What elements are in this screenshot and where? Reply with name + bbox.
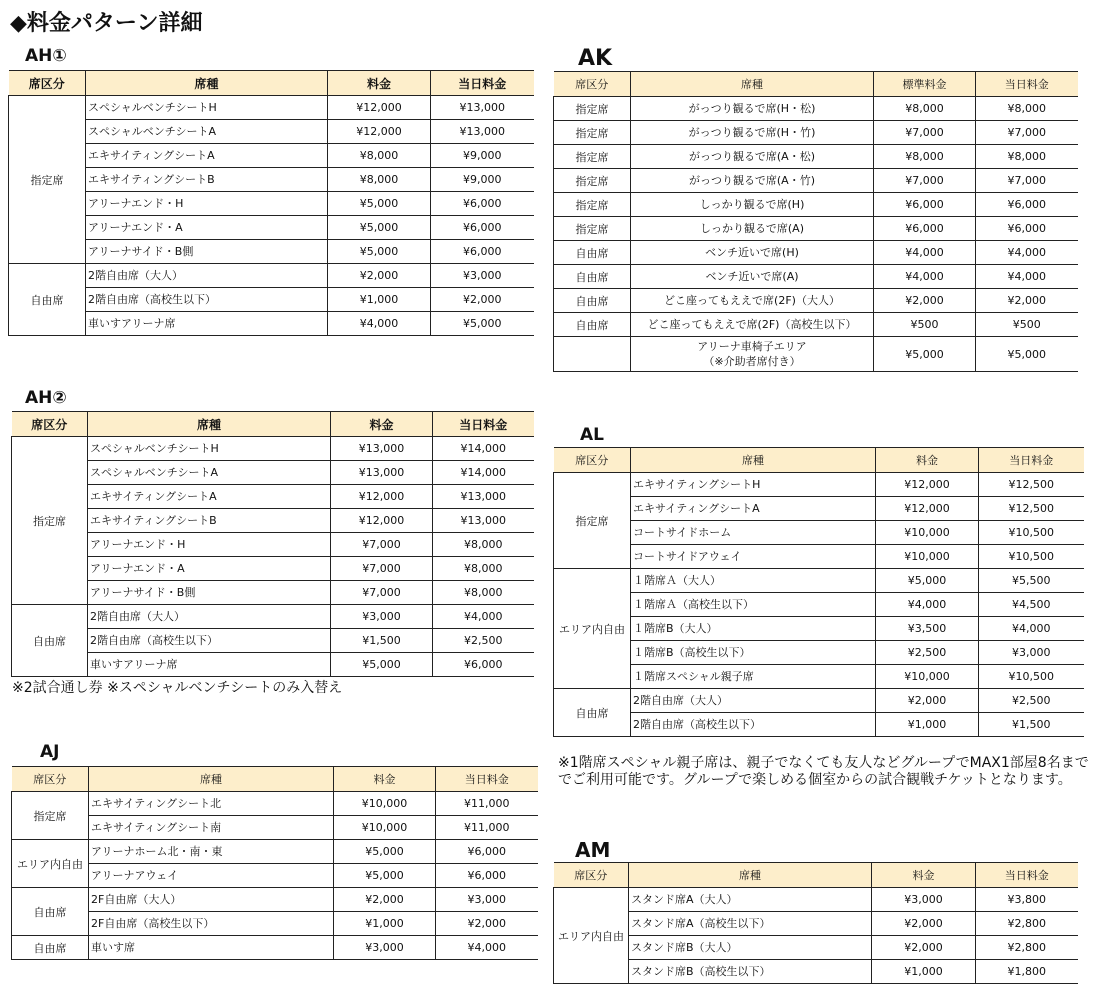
column-header: 当日料金 bbox=[436, 767, 538, 792]
table-row bbox=[9, 168, 534, 192]
seat-type: 2階自由席（大人） bbox=[86, 264, 328, 288]
column-header: 料金 bbox=[331, 412, 433, 437]
same-day-price: ¥1,500 bbox=[979, 713, 1084, 737]
same-day-price: ¥8,000 bbox=[976, 145, 1078, 169]
table-row bbox=[9, 216, 534, 240]
seat-type: 2F自由席（高校生以下） bbox=[89, 912, 334, 936]
same-day-price: ¥4,000 bbox=[436, 936, 538, 960]
seat-category: 指定席 bbox=[554, 121, 631, 145]
seat-type: アリーナサイド・B側 bbox=[88, 581, 331, 605]
seat-type: がっつり観るで席(H・松) bbox=[631, 97, 874, 121]
table-row bbox=[554, 97, 1078, 121]
same-day-price: ¥6,000 bbox=[431, 192, 534, 216]
seat-type: しっかり観るで席(H) bbox=[631, 193, 874, 217]
seat-type: エキサイティングシートB bbox=[88, 509, 331, 533]
page-title: ◆料金パターン詳細 bbox=[10, 11, 203, 36]
price: ¥6,000 bbox=[874, 217, 976, 241]
table bbox=[553, 447, 1084, 737]
seat-type: １階席Ａ（大人） bbox=[631, 569, 876, 593]
seat-category: 自由席 bbox=[554, 289, 631, 313]
table-row bbox=[554, 121, 1078, 145]
seat-type: スタンド席A（高校生以下） bbox=[629, 912, 872, 936]
header-row bbox=[554, 448, 1084, 473]
seat-type: １階席B（高校生以下） bbox=[631, 641, 876, 665]
seat-type: アリーナホーム北・南・東 bbox=[89, 840, 334, 864]
table-row bbox=[9, 264, 534, 288]
same-day-price: ¥13,000 bbox=[431, 96, 534, 120]
seat-type: スペシャルベンチシートA bbox=[86, 120, 328, 144]
same-day-price: ¥8,000 bbox=[976, 97, 1078, 121]
table-row bbox=[554, 217, 1078, 241]
same-day-price: ¥6,000 bbox=[431, 240, 534, 264]
table-row bbox=[12, 653, 534, 677]
price: ¥1,500 bbox=[331, 629, 433, 653]
seat-type: 2F自由席（大人） bbox=[89, 888, 334, 912]
table-row bbox=[9, 192, 534, 216]
seat-category: 指定席 bbox=[554, 193, 631, 217]
same-day-price: ¥13,000 bbox=[431, 120, 534, 144]
seat-type: ベンチ近いで席(A) bbox=[631, 265, 874, 289]
same-day-price: ¥4,500 bbox=[979, 593, 1084, 617]
price: ¥500 bbox=[874, 313, 976, 337]
column-header: 席種 bbox=[89, 767, 334, 792]
pricing-table-aj bbox=[11, 766, 538, 960]
seat-type: 2階自由席（大人） bbox=[631, 689, 876, 713]
price: ¥1,000 bbox=[334, 912, 436, 936]
same-day-price: ¥7,000 bbox=[976, 169, 1078, 193]
table-row bbox=[554, 569, 1084, 593]
same-day-price: ¥13,000 bbox=[433, 509, 534, 533]
seat-category: 指定席 bbox=[12, 792, 89, 840]
seat-type: アリーナ車椅子エリア （※介助者席付き） bbox=[631, 337, 874, 372]
table-row bbox=[12, 629, 534, 653]
table-row bbox=[9, 120, 534, 144]
table-row bbox=[12, 509, 534, 533]
same-day-price: ¥4,000 bbox=[976, 241, 1078, 265]
price: ¥4,000 bbox=[876, 593, 979, 617]
table-row bbox=[554, 521, 1084, 545]
same-day-price: ¥8,000 bbox=[433, 557, 534, 581]
same-day-price: ¥2,500 bbox=[979, 689, 1084, 713]
table-row bbox=[12, 533, 534, 557]
same-day-price: ¥10,500 bbox=[979, 521, 1084, 545]
table-title-al: AL bbox=[580, 425, 604, 445]
same-day-price: ¥10,500 bbox=[979, 665, 1084, 689]
column-header: 席種 bbox=[86, 71, 328, 96]
seat-category: 指定席 bbox=[554, 169, 631, 193]
price: ¥1,000 bbox=[876, 713, 979, 737]
seat-type: エキサイティングシートA bbox=[88, 485, 331, 509]
table-row bbox=[554, 641, 1084, 665]
pricing-table-am bbox=[553, 862, 1078, 984]
column-header: 当日料金 bbox=[976, 863, 1078, 888]
table-row bbox=[554, 241, 1078, 265]
column-header: 当日料金 bbox=[979, 448, 1084, 473]
table bbox=[11, 766, 538, 960]
column-header: 席区分 bbox=[554, 72, 631, 97]
same-day-price: ¥6,000 bbox=[976, 217, 1078, 241]
seat-category: 自由席 bbox=[9, 264, 86, 336]
same-day-price: ¥7,000 bbox=[976, 121, 1078, 145]
same-day-price: ¥3,000 bbox=[979, 641, 1084, 665]
price: ¥5,000 bbox=[874, 337, 976, 372]
price: ¥2,000 bbox=[876, 689, 979, 713]
table-row bbox=[554, 912, 1078, 936]
seat-type: 2階自由席（高校生以下） bbox=[631, 713, 876, 737]
price: ¥7,000 bbox=[874, 121, 976, 145]
price: ¥12,000 bbox=[328, 96, 431, 120]
seat-category: 自由席 bbox=[12, 888, 89, 936]
seat-category: 自由席 bbox=[12, 936, 89, 960]
table bbox=[8, 70, 534, 336]
price: ¥12,000 bbox=[331, 509, 433, 533]
seat-category: 指定席 bbox=[554, 145, 631, 169]
header-row bbox=[12, 767, 538, 792]
table bbox=[11, 411, 534, 677]
same-day-price: ¥5,000 bbox=[976, 337, 1078, 372]
same-day-price: ¥4,000 bbox=[433, 605, 534, 629]
seat-type: エキサイティングシート南 bbox=[89, 816, 334, 840]
table-title-am: AM bbox=[575, 838, 611, 862]
price: ¥12,000 bbox=[876, 473, 979, 497]
table-title-ah1: AH① bbox=[25, 46, 67, 66]
same-day-price: ¥2,000 bbox=[431, 288, 534, 312]
column-header: 当日料金 bbox=[431, 71, 534, 96]
price: ¥2,000 bbox=[328, 264, 431, 288]
column-header: 料金 bbox=[876, 448, 979, 473]
price: ¥7,000 bbox=[874, 169, 976, 193]
table-row bbox=[554, 265, 1078, 289]
price: ¥10,000 bbox=[876, 665, 979, 689]
price: ¥1,000 bbox=[872, 960, 976, 984]
seat-category: 指定席 bbox=[554, 473, 631, 569]
same-day-price: ¥11,000 bbox=[436, 816, 538, 840]
same-day-price: ¥12,500 bbox=[979, 473, 1084, 497]
price: ¥8,000 bbox=[328, 168, 431, 192]
seat-type: アリーナアウェイ bbox=[89, 864, 334, 888]
price: ¥13,000 bbox=[331, 461, 433, 485]
table-title-ak: AK bbox=[578, 46, 613, 71]
same-day-price: ¥3,000 bbox=[431, 264, 534, 288]
table-row bbox=[554, 313, 1078, 337]
same-day-price: ¥3,000 bbox=[436, 888, 538, 912]
seat-type: アリーナサイド・B側 bbox=[86, 240, 328, 264]
price: ¥12,000 bbox=[331, 485, 433, 509]
price: ¥10,000 bbox=[334, 816, 436, 840]
table-row bbox=[554, 193, 1078, 217]
column-header: 席区分 bbox=[12, 767, 89, 792]
column-header: 料金 bbox=[328, 71, 431, 96]
seat-category: エリア内自由 bbox=[554, 569, 631, 689]
table-row bbox=[9, 144, 534, 168]
seat-category: 自由席 bbox=[554, 265, 631, 289]
price: ¥10,000 bbox=[876, 545, 979, 569]
price: ¥5,000 bbox=[328, 240, 431, 264]
header-row bbox=[554, 72, 1078, 97]
column-header: 標準料金 bbox=[874, 72, 976, 97]
seat-category bbox=[554, 337, 631, 372]
seat-type: ベンチ近いで席(H) bbox=[631, 241, 874, 265]
table-row bbox=[554, 497, 1084, 521]
seat-type: 2階自由席（高校生以下） bbox=[88, 629, 331, 653]
price: ¥5,000 bbox=[328, 216, 431, 240]
seat-category: 指定席 bbox=[12, 437, 88, 605]
price: ¥3,000 bbox=[334, 936, 436, 960]
price: ¥8,000 bbox=[874, 145, 976, 169]
price: ¥13,000 bbox=[331, 437, 433, 461]
same-day-price: ¥1,800 bbox=[976, 960, 1078, 984]
price: ¥2,000 bbox=[872, 936, 976, 960]
table-row bbox=[554, 169, 1078, 193]
same-day-price: ¥6,000 bbox=[976, 193, 1078, 217]
same-day-price: ¥5,000 bbox=[431, 312, 534, 336]
column-header: 席区分 bbox=[9, 71, 86, 96]
price: ¥12,000 bbox=[328, 120, 431, 144]
same-day-price: ¥4,000 bbox=[976, 265, 1078, 289]
seat-type: がっつり観るで席(H・竹) bbox=[631, 121, 874, 145]
table-row bbox=[554, 145, 1078, 169]
price: ¥2,500 bbox=[876, 641, 979, 665]
same-day-price: ¥2,800 bbox=[976, 936, 1078, 960]
table-row bbox=[12, 888, 538, 912]
price: ¥5,000 bbox=[334, 864, 436, 888]
same-day-price: ¥6,000 bbox=[431, 216, 534, 240]
seat-category: 自由席 bbox=[12, 605, 88, 677]
price: ¥8,000 bbox=[328, 144, 431, 168]
seat-category: 自由席 bbox=[554, 241, 631, 265]
price: ¥4,000 bbox=[874, 241, 976, 265]
table-row bbox=[12, 485, 534, 509]
seat-type: エキサイティングシートB bbox=[86, 168, 328, 192]
column-header: 席種 bbox=[631, 448, 876, 473]
seat-category: 指定席 bbox=[554, 217, 631, 241]
seat-type: アリーナエンド・A bbox=[88, 557, 331, 581]
price: ¥3,000 bbox=[872, 888, 976, 912]
same-day-price: ¥3,800 bbox=[976, 888, 1078, 912]
same-day-price: ¥12,500 bbox=[979, 497, 1084, 521]
seat-type: コートサイドホーム bbox=[631, 521, 876, 545]
ah2-note: ※2試合通し券 ※スペシャルベンチシートのみ入替え bbox=[12, 680, 343, 696]
same-day-price: ¥14,000 bbox=[433, 437, 534, 461]
price: ¥5,000 bbox=[334, 840, 436, 864]
same-day-price: ¥2,000 bbox=[436, 912, 538, 936]
header-row bbox=[12, 412, 534, 437]
price: ¥12,000 bbox=[876, 497, 979, 521]
table-row bbox=[12, 605, 534, 629]
price: ¥8,000 bbox=[874, 97, 976, 121]
seat-type: コートサイドアウェイ bbox=[631, 545, 876, 569]
price: ¥5,000 bbox=[328, 192, 431, 216]
seat-type: アリーナエンド・H bbox=[86, 192, 328, 216]
price: ¥1,000 bbox=[328, 288, 431, 312]
pricing-table-ah2 bbox=[11, 411, 534, 677]
seat-type: １階席Ａ（高校生以下） bbox=[631, 593, 876, 617]
table-row bbox=[9, 96, 534, 120]
same-day-price: ¥4,000 bbox=[979, 617, 1084, 641]
table-row bbox=[12, 581, 534, 605]
table-row bbox=[554, 593, 1084, 617]
table bbox=[553, 862, 1078, 984]
column-header: 席種 bbox=[88, 412, 331, 437]
same-day-price: ¥14,000 bbox=[433, 461, 534, 485]
price: ¥7,000 bbox=[331, 557, 433, 581]
seat-type: どこ座ってもええで席(2F)（大人） bbox=[631, 289, 874, 313]
seat-type: １階席スペシャル親子席 bbox=[631, 665, 876, 689]
same-day-price: ¥5,500 bbox=[979, 569, 1084, 593]
seat-type: 2階自由席（高校生以下） bbox=[86, 288, 328, 312]
al-note: ※1階席スペシャル親子席は、親子でなくても友人などグループでMAX1部屋8名まででご利用可能です。グループで楽しめる個室からの試合観戦チケットとなります。 bbox=[558, 755, 1089, 788]
price: ¥7,000 bbox=[331, 533, 433, 557]
price: ¥2,000 bbox=[874, 289, 976, 313]
seat-category: 自由席 bbox=[554, 313, 631, 337]
table-row bbox=[554, 665, 1084, 689]
column-header: 当日料金 bbox=[433, 412, 534, 437]
seat-type: 車いすアリーナ席 bbox=[88, 653, 331, 677]
same-day-price: ¥13,000 bbox=[433, 485, 534, 509]
seat-type: スタンド席B（高校生以下） bbox=[629, 960, 872, 984]
price: ¥6,000 bbox=[874, 193, 976, 217]
table-title-aj: AJ bbox=[40, 742, 60, 762]
price: ¥3,500 bbox=[876, 617, 979, 641]
seat-category: 指定席 bbox=[554, 97, 631, 121]
table-row bbox=[12, 912, 538, 936]
table-row bbox=[554, 337, 1078, 372]
price: ¥2,000 bbox=[334, 888, 436, 912]
table bbox=[553, 71, 1078, 372]
same-day-price: ¥500 bbox=[976, 313, 1078, 337]
price: ¥10,000 bbox=[334, 792, 436, 816]
same-day-price: ¥6,000 bbox=[436, 864, 538, 888]
seat-type: 車いすアリーナ席 bbox=[86, 312, 328, 336]
seat-type: スタンド席A（大人） bbox=[629, 888, 872, 912]
seat-type: スペシャルベンチシートH bbox=[86, 96, 328, 120]
price: ¥10,000 bbox=[876, 521, 979, 545]
table-title-ah2: AH② bbox=[25, 388, 67, 408]
price: ¥5,000 bbox=[876, 569, 979, 593]
column-header: 料金 bbox=[334, 767, 436, 792]
header-row bbox=[554, 863, 1078, 888]
seat-type: スタンド席B（大人） bbox=[629, 936, 872, 960]
seat-type: 2階自由席（大人） bbox=[88, 605, 331, 629]
price: ¥3,000 bbox=[331, 605, 433, 629]
table-row bbox=[12, 557, 534, 581]
column-header: 料金 bbox=[872, 863, 976, 888]
seat-category: 自由席 bbox=[554, 689, 631, 737]
seat-category: エリア内自由 bbox=[12, 840, 89, 888]
seat-category: エリア内自由 bbox=[554, 888, 629, 984]
same-day-price: ¥2,800 bbox=[976, 912, 1078, 936]
seat-type: 車いす席 bbox=[89, 936, 334, 960]
table-row bbox=[9, 240, 534, 264]
pricing-table-ak bbox=[553, 71, 1078, 372]
price: ¥4,000 bbox=[874, 265, 976, 289]
same-day-price: ¥6,000 bbox=[436, 840, 538, 864]
price: ¥2,000 bbox=[872, 912, 976, 936]
table-row bbox=[12, 816, 538, 840]
column-header: 席区分 bbox=[554, 448, 631, 473]
same-day-price: ¥9,000 bbox=[431, 144, 534, 168]
table-row bbox=[12, 864, 538, 888]
seat-type: アリーナエンド・H bbox=[88, 533, 331, 557]
seat-type: しっかり観るで席(A) bbox=[631, 217, 874, 241]
seat-type: １階席B（大人） bbox=[631, 617, 876, 641]
price: ¥4,000 bbox=[328, 312, 431, 336]
table-row bbox=[554, 617, 1084, 641]
table-row bbox=[554, 689, 1084, 713]
seat-type: エキサイティングシートA bbox=[86, 144, 328, 168]
table-row bbox=[12, 792, 538, 816]
seat-type: エキサイティングシートA bbox=[631, 497, 876, 521]
same-day-price: ¥8,000 bbox=[433, 581, 534, 605]
same-day-price: ¥2,500 bbox=[433, 629, 534, 653]
seat-category: 指定席 bbox=[9, 96, 86, 264]
column-header: 席種 bbox=[629, 863, 872, 888]
pricing-table-al bbox=[553, 447, 1084, 737]
table-row bbox=[554, 545, 1084, 569]
column-header: 席区分 bbox=[12, 412, 88, 437]
same-day-price: ¥11,000 bbox=[436, 792, 538, 816]
seat-type: エキサイティングシート北 bbox=[89, 792, 334, 816]
table-row bbox=[12, 461, 534, 485]
table-row bbox=[554, 960, 1078, 984]
column-header: 席区分 bbox=[554, 863, 629, 888]
same-day-price: ¥9,000 bbox=[431, 168, 534, 192]
table-row bbox=[12, 840, 538, 864]
seat-type: がっつり観るで席(A・松) bbox=[631, 145, 874, 169]
seat-type: エキサイティングシートH bbox=[631, 473, 876, 497]
same-day-price: ¥8,000 bbox=[433, 533, 534, 557]
table-row bbox=[12, 437, 534, 461]
column-header: 席種 bbox=[631, 72, 874, 97]
table-row bbox=[9, 288, 534, 312]
same-day-price: ¥6,000 bbox=[433, 653, 534, 677]
same-day-price: ¥10,500 bbox=[979, 545, 1084, 569]
seat-type: どこ座ってもええで席(2F)（高校生以下） bbox=[631, 313, 874, 337]
same-day-price: ¥2,000 bbox=[976, 289, 1078, 313]
seat-type: がっつり観るで席(A・竹) bbox=[631, 169, 874, 193]
header-row bbox=[9, 71, 534, 96]
pricing-table-ah1 bbox=[8, 70, 534, 336]
table-row bbox=[554, 888, 1078, 912]
column-header: 当日料金 bbox=[976, 72, 1078, 97]
price: ¥5,000 bbox=[331, 653, 433, 677]
table-row bbox=[554, 936, 1078, 960]
seat-type: スペシャルベンチシートA bbox=[88, 461, 331, 485]
table-row bbox=[9, 312, 534, 336]
table-row bbox=[12, 936, 538, 960]
seat-type: スペシャルベンチシートH bbox=[88, 437, 331, 461]
table-row bbox=[554, 473, 1084, 497]
seat-type: アリーナエンド・A bbox=[86, 216, 328, 240]
table-row bbox=[554, 289, 1078, 313]
price: ¥7,000 bbox=[331, 581, 433, 605]
table-row bbox=[554, 713, 1084, 737]
